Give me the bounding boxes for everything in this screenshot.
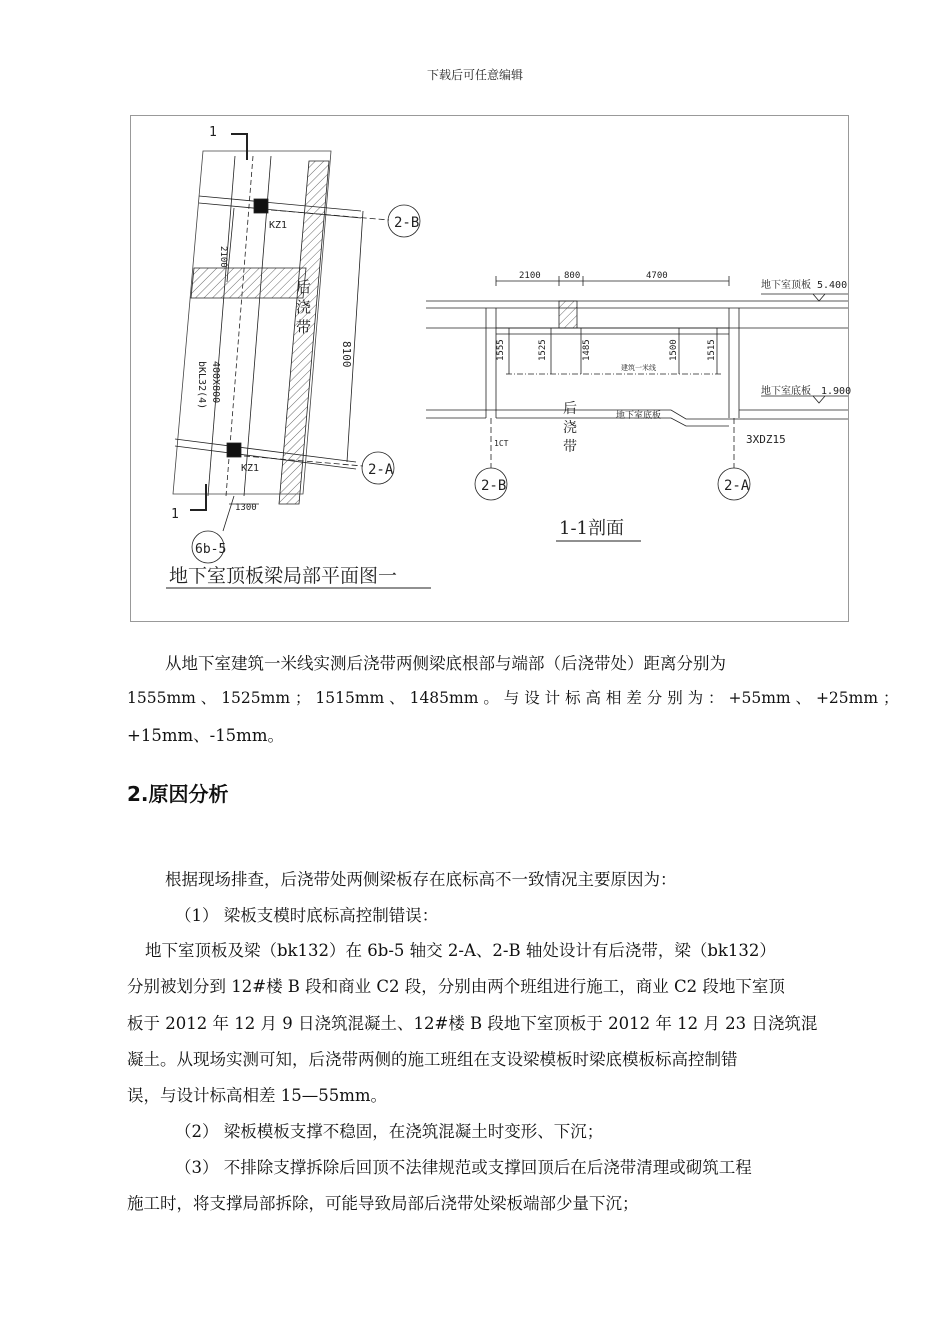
plan-dim-1300: 1300	[235, 503, 257, 513]
para2: 根据现场排查，后浇带处两侧梁板存在底标高不一致情况主要原因为：	[165, 870, 677, 889]
plan-band-char-2: 浇	[296, 298, 312, 316]
page-header: 下载后可任意编辑	[426, 68, 523, 82]
section-xdz: 3XDZ15	[746, 433, 786, 446]
plan-band-char-1: 后	[296, 278, 312, 296]
section-band-char-2: 浇	[563, 420, 577, 436]
item1: （1） 梁板支模时底标高控制错误：	[175, 906, 439, 925]
section-dim-1515: 1515	[707, 339, 717, 361]
section-dim-1525: 1525	[538, 339, 548, 361]
section-ct: 1CT	[494, 439, 509, 448]
section-dim-1555: 1555	[496, 339, 506, 361]
section-roof-elev: 5.400	[817, 280, 848, 291]
plan-axis-2b: 2-B	[394, 215, 420, 231]
section-axis-2a: 2-A	[724, 478, 750, 494]
section-band-char-3: 带	[563, 439, 577, 455]
section-floor-elev: 1.900	[821, 386, 852, 397]
section-slab-label: 地下室底板	[616, 411, 662, 421]
plan-axis-2a: 2-A	[368, 462, 394, 478]
section-meterline: 建筑一米线	[621, 364, 656, 372]
para3-line2: 分别被划分到 12#楼 B 段和商业 C2 段，分别由两个班组进行施工，商业 C2 段地下室顶	[127, 977, 785, 996]
plan-dim-2100: 2100	[218, 246, 228, 268]
section-title: 1-1剖面	[559, 518, 624, 539]
section-dim-2100: 2100	[519, 271, 541, 281]
plan-section-mark-top: 1	[209, 125, 217, 140]
plan-column-label-bottom: KZ1	[241, 463, 260, 474]
para3-line4: 凝土。从现场实测可知，后浇带两侧的施工班组在支设梁模板时梁底模板标高控制错	[127, 1050, 738, 1069]
plan-dim-8100: 8100	[340, 341, 353, 368]
item3-line2: 施工时，将支撑局部拆除，可能导致局部后浇带处梁板端部少量下沉；	[127, 1194, 639, 1213]
para3-line3: 板于 2012 年 12 月 9 日浇筑混凝土、12#楼 B 段地下室顶板于 2012 年 12 月 23 日浇筑混	[127, 1014, 818, 1033]
column-kz1-bottom	[227, 443, 241, 457]
section-dim-800: 800	[564, 271, 581, 281]
item2: （2） 梁板模板支撑不稳固，在浇筑混凝土时变形、下沉；	[175, 1122, 604, 1141]
plan-band-char-3: 带	[296, 318, 312, 336]
section-dim-4700: 4700	[646, 271, 668, 281]
section-view	[426, 276, 848, 541]
plan-beam-label-2: 400X800	[210, 361, 221, 404]
plan-title: 地下室顶板梁局部平面图一	[169, 565, 398, 587]
para1-line1: 从地下室建筑一米线实测后浇带两侧梁底根部与端部（后浇带处）距离分别为	[165, 654, 726, 673]
section-2-title: 2.原因分析	[127, 782, 229, 806]
plan-section-mark-bottom: 1	[171, 507, 179, 522]
para1-line3: +15mm、-15mm。	[127, 726, 284, 745]
plan-axis-6b5: 6b-5	[195, 542, 227, 557]
plan-beam-label-1: bKL32(4)	[196, 361, 207, 410]
column-kz1-top	[254, 199, 268, 213]
section-dim-1485: 1485	[582, 339, 592, 361]
section-dim-1500: 1500	[669, 339, 679, 361]
drawing-figure	[130, 115, 852, 622]
para3-line5: 误，与设计标高相差 15—55mm。	[127, 1086, 388, 1105]
para1-line2: 1555mm 、 1525mm ； 1515mm 、 1485mm 。 与 设 计 标 高 相 差 分 别 为 ： +55mm 、 +25mm ；	[127, 689, 899, 707]
section-roof-label: 地下室顶板	[761, 280, 811, 291]
section-axis-2b: 2-B	[481, 478, 507, 494]
section-floor-label: 地下室底板	[761, 386, 811, 397]
section-band-char-1: 后	[563, 401, 577, 417]
plan-column-label-top: KZ1	[269, 220, 288, 231]
item3-line1: （3） 不排除支撑拆除后回顶不法律规范或支撑回顶后在后浇带清理或砌筑工程	[175, 1158, 752, 1177]
para3-line1: 地下室顶板及梁（bk132）在 6b-5 轴交 2-A、2-B 轴处设计有后浇带，梁（bk132）	[145, 941, 776, 960]
cad-drawing	[131, 116, 852, 621]
